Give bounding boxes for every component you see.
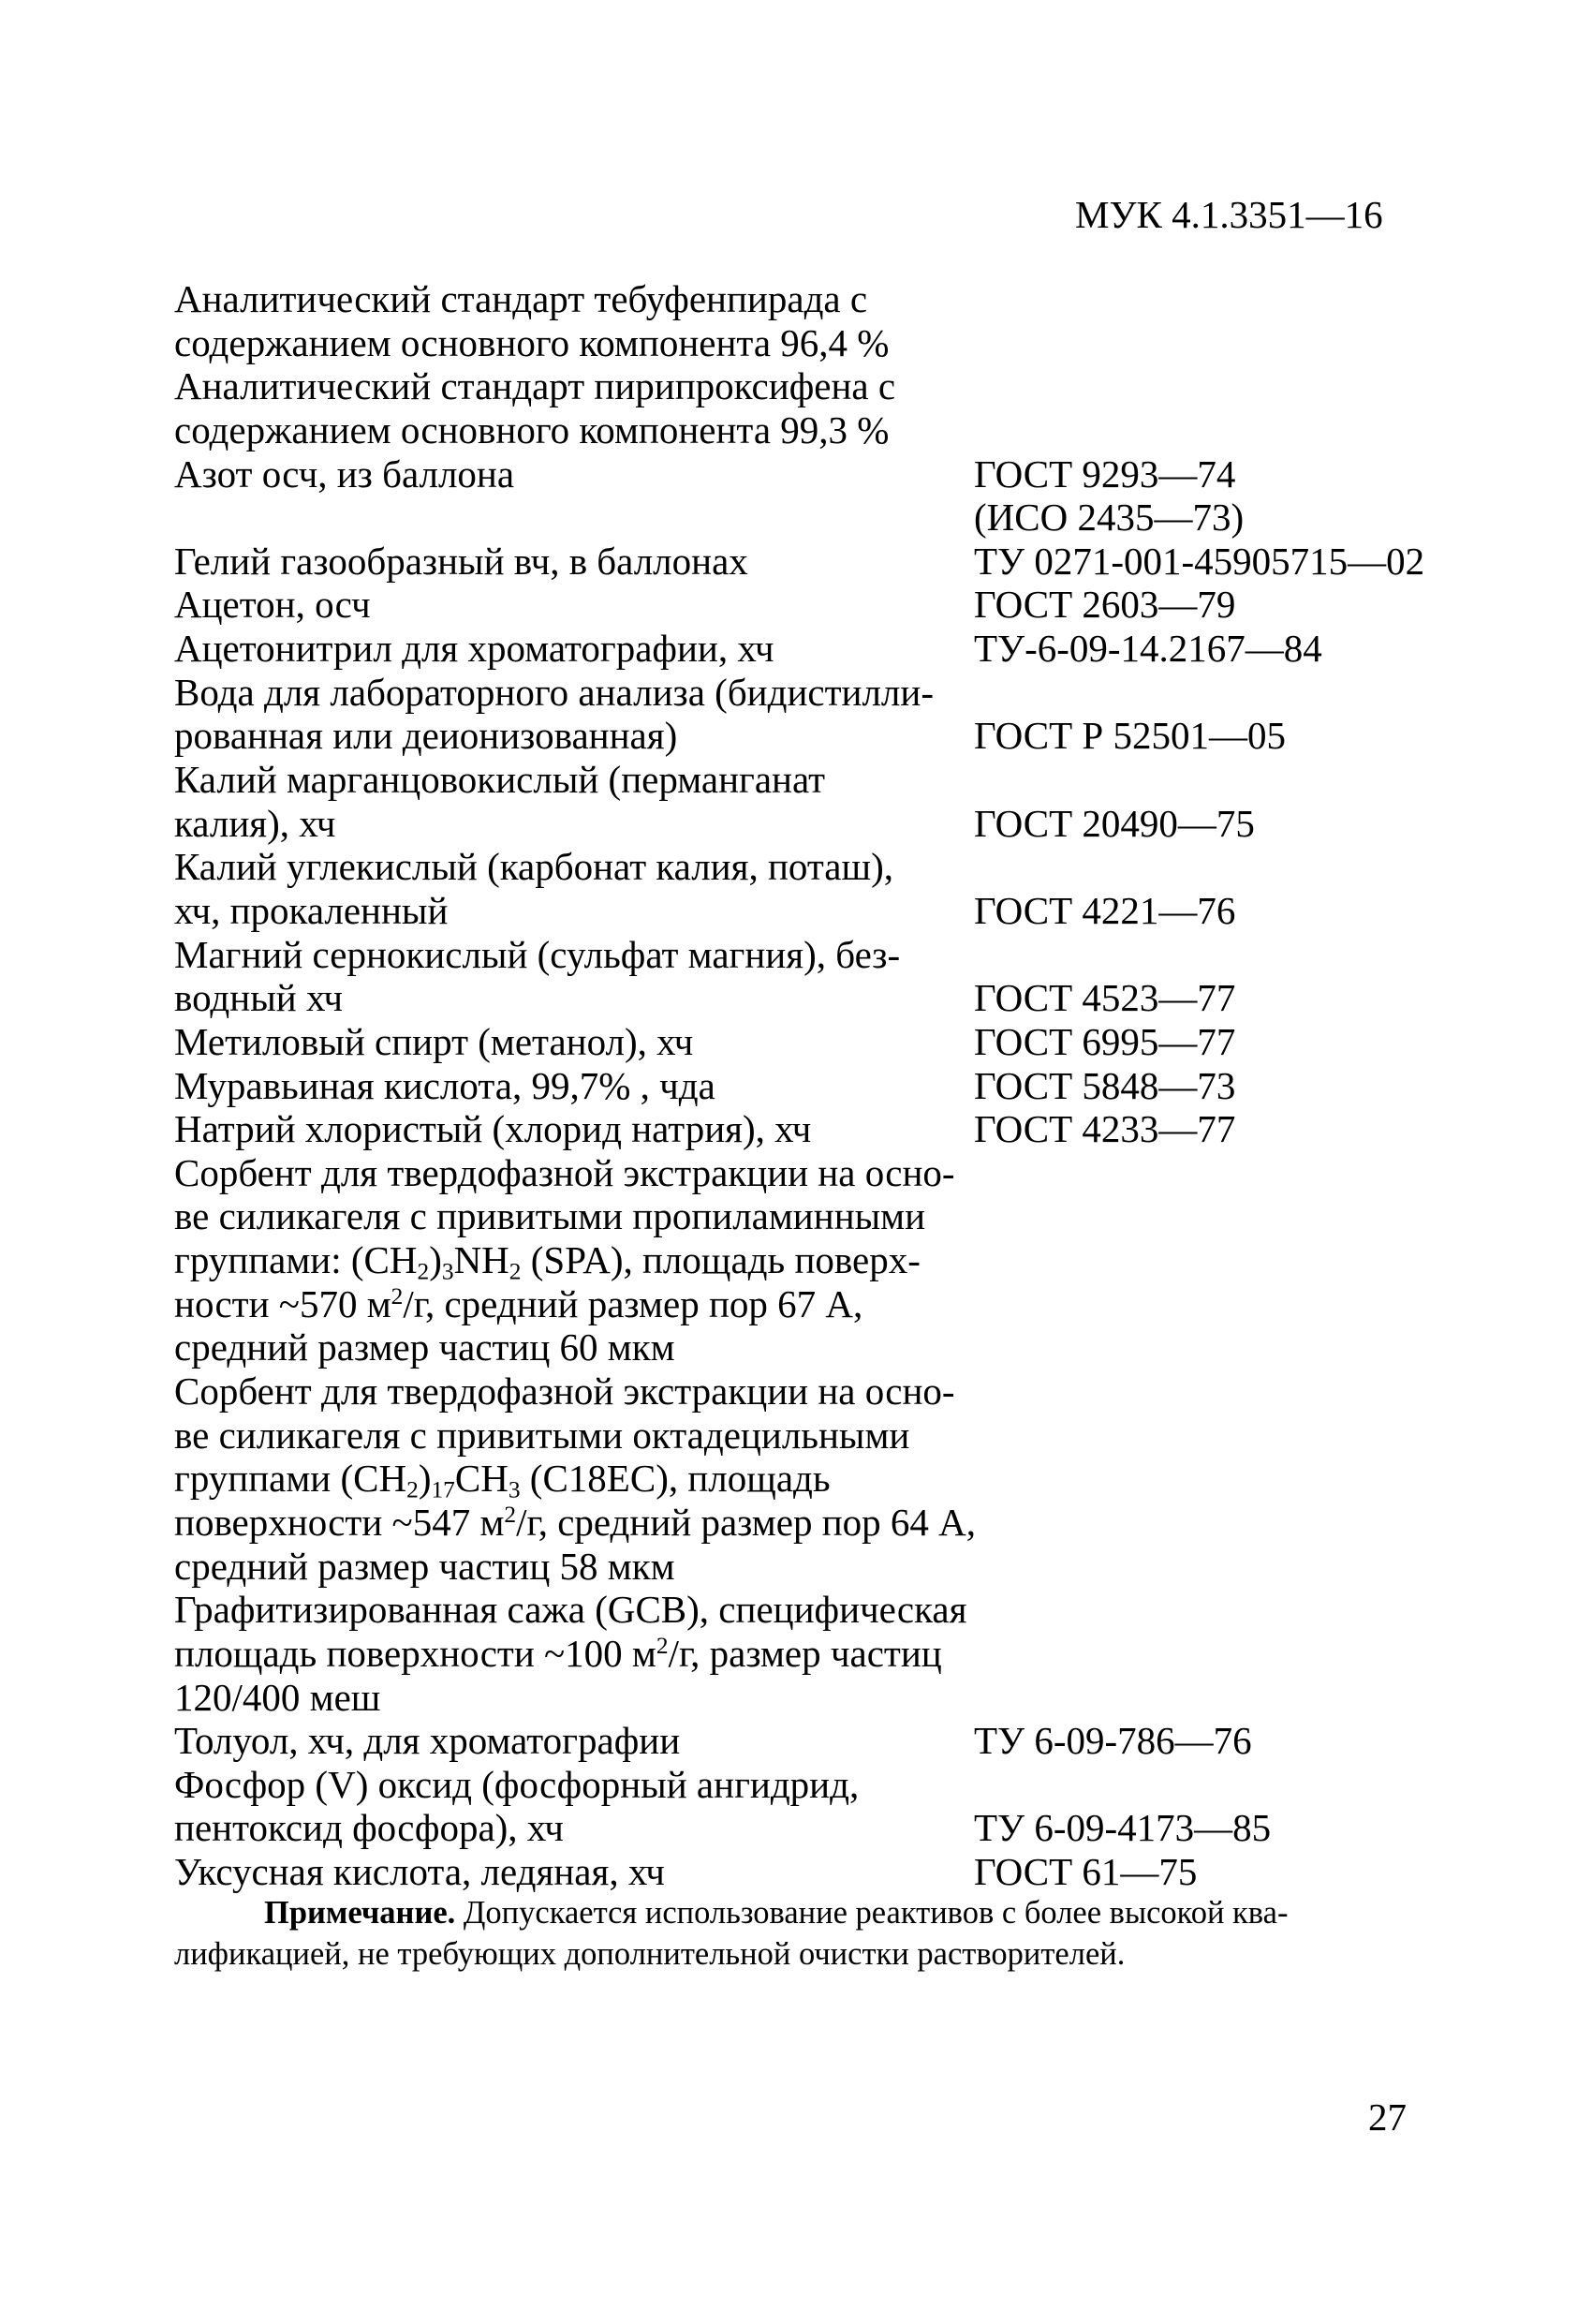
list-item xyxy=(174,540,1448,584)
list-item xyxy=(174,1719,1448,1763)
reagent-name: Муравьиная кислота, 99,7% , чда xyxy=(174,1063,715,1107)
reagent-name: Фосфор (V) оксид (фосфорный ангидрид, xyxy=(174,1762,860,1806)
spa-surface-line xyxy=(174,1282,862,1326)
list-item xyxy=(174,1414,1448,1458)
list-item xyxy=(174,408,1448,452)
reagent-standard: ГОСТ 20490—75 xyxy=(974,801,1255,845)
reagent-name: водный хч xyxy=(174,976,344,1020)
list-item xyxy=(174,671,1448,715)
reagent-standard: ТУ 0271-001-45905715—02 xyxy=(974,539,1425,583)
text-run: (C18EC), площадь xyxy=(520,1457,831,1501)
reagent-name: ве силикагеля с привитыми пропиламинными xyxy=(174,1194,926,1238)
reagent-name: содержанием основного компонента 96,4 % xyxy=(174,320,890,364)
reagent-name: Уксусная кислота, ледяная, хч xyxy=(174,1850,665,1894)
reagent-standard: ГОСТ 6995—77 xyxy=(974,1019,1236,1063)
reagent-name: Калий углекислый (карбонат калия, поташ), xyxy=(174,845,893,889)
reagent-standard: ТУ 6-09-786—76 xyxy=(974,1719,1252,1763)
reagent-standard: ГОСТ 61—75 xyxy=(974,1850,1198,1894)
list-item xyxy=(174,1763,1448,1807)
text-run: ) xyxy=(418,1457,432,1501)
reagent-name: содержанием основного компонента 99,3 % xyxy=(174,407,890,451)
reagent-standard: ГОСТ 9293—74 xyxy=(974,451,1236,496)
reagent-name: ве силикагеля с привитыми октадецильными xyxy=(174,1413,910,1457)
text-run: /г, размер частиц xyxy=(668,1631,942,1675)
reagent-name: Аналитический стандарт тебуфенпирада с xyxy=(174,277,868,320)
reagent-name: 120/400 меш xyxy=(174,1675,381,1719)
reagent-standard: ГОСТ 4233—77 xyxy=(974,1107,1236,1151)
page-number: 27 xyxy=(1368,2095,1407,2139)
list-item xyxy=(174,1588,1448,1632)
reagents-list xyxy=(174,277,1448,1894)
reagent-name: Гелий газообразный вч, в баллонах xyxy=(174,539,748,583)
list-item xyxy=(174,1020,1448,1064)
spa-formula-line xyxy=(174,1238,921,1285)
subscript: 17 xyxy=(431,1476,455,1503)
list-item xyxy=(174,627,1448,671)
list-item xyxy=(174,1632,1448,1676)
reagent-name: Ацетонитрил для хроматографии, хч xyxy=(174,627,774,671)
reagent-standard: ГОСТ Р 52501—05 xyxy=(974,714,1286,758)
document-code: МУК 4.1.3351—16 xyxy=(1075,193,1383,236)
list-item xyxy=(174,889,1448,933)
reagent-name: Сорбент для твердофазной экстракции на осно- xyxy=(174,1369,955,1414)
list-item xyxy=(174,758,1448,802)
reagent-name: Сорбент для твердофазной экстракции на осно- xyxy=(174,1150,955,1194)
superscript: 2 xyxy=(656,1632,669,1659)
list-item xyxy=(174,845,1448,889)
list-item xyxy=(174,277,1448,321)
list-item xyxy=(174,1194,1448,1238)
list-item xyxy=(174,1325,1448,1369)
list-item xyxy=(174,1369,1448,1414)
list-item xyxy=(174,321,1448,365)
list-item xyxy=(174,1064,1448,1108)
text-run: ) xyxy=(429,1238,442,1282)
list-item xyxy=(174,1806,1448,1850)
text-run: /г, средний размер пор 64 А, xyxy=(516,1500,976,1544)
reagent-name: Толуол, хч, для хроматографии xyxy=(174,1719,681,1763)
list-item xyxy=(174,364,1448,408)
list-item xyxy=(174,452,1448,496)
subscript: 2 xyxy=(417,1258,430,1285)
reagent-name: рованная или деионизованная) xyxy=(174,714,678,758)
reagent-standard: ГОСТ 4523—77 xyxy=(974,976,1236,1020)
note-paragraph xyxy=(174,1892,1415,1975)
text-run: группами: (CH xyxy=(174,1238,418,1282)
list-item xyxy=(174,714,1448,758)
text-run: (SPA), площадь поверх- xyxy=(521,1238,921,1282)
reagent-standard: ТУ-6-09-14.2167—84 xyxy=(974,627,1322,671)
c18-surface-line xyxy=(174,1501,976,1545)
list-item xyxy=(174,1107,1448,1151)
reagent-name: Вода для лабораторного анализа (бидистилли- xyxy=(174,670,934,714)
text-run: NH xyxy=(453,1238,509,1282)
reagent-name: Метиловый спирт (метанол), хч xyxy=(174,1019,694,1063)
list-item xyxy=(174,1676,1448,1720)
reagent-standard: ГОСТ 5848—73 xyxy=(974,1063,1236,1107)
reagent-standard: (ИСО 2435—73) xyxy=(974,496,1245,540)
reagent-name: Аналитический стандарт пирипроксифена с xyxy=(174,364,896,408)
subscript: 3 xyxy=(441,1258,454,1285)
reagent-name: Ацетон, осч xyxy=(174,583,371,627)
text-run: группами (CH xyxy=(174,1457,407,1501)
list-item xyxy=(174,1238,1448,1285)
reagent-standard: ТУ 6-09-4173—85 xyxy=(974,1806,1272,1850)
list-item xyxy=(174,976,1448,1020)
reagent-name: средний размер частиц 60 мкм xyxy=(174,1325,675,1369)
reagent-name: Азот осч, из баллона xyxy=(174,451,515,496)
list-item xyxy=(174,496,1448,540)
reagent-name: калия), хч xyxy=(174,801,336,845)
c18-formula-line xyxy=(174,1457,831,1501)
note-text-continued: лификацией, не требующих дополнительной очистки растворителей. xyxy=(174,1936,1126,1972)
note-label: Примечание. xyxy=(264,1895,456,1931)
list-item xyxy=(174,1457,1448,1501)
list-item xyxy=(174,1151,1448,1195)
gcb-surface-line xyxy=(174,1632,942,1676)
list-item xyxy=(174,1545,1448,1589)
reagent-name: пентоксид фосфора), хч xyxy=(174,1806,564,1850)
reagent-name: средний размер частиц 58 мкм xyxy=(174,1544,675,1588)
reagent-name: хч, прокаленный xyxy=(174,888,449,932)
text-run: площадь поверхности ~100 м xyxy=(174,1631,656,1675)
text-run: /г, средний размер пор 67 А, xyxy=(403,1281,863,1325)
text-run: CH xyxy=(454,1457,509,1501)
reagent-standard: ГОСТ 4221—76 xyxy=(974,888,1236,932)
text-run: ности ~570 м xyxy=(174,1281,391,1325)
subscript: 3 xyxy=(508,1476,521,1503)
reagent-name: Графитизированная сажа (GCB), специфическая xyxy=(174,1588,967,1632)
list-item xyxy=(174,933,1448,977)
subscript: 2 xyxy=(509,1258,522,1285)
list-item xyxy=(174,583,1448,627)
reagent-name: Калий марганцовокислый (перманганат xyxy=(174,758,826,802)
note-text: Допускается использование реактивов с более высокой ква- xyxy=(455,1895,1289,1931)
superscript: 2 xyxy=(391,1282,404,1310)
subscript: 2 xyxy=(406,1476,419,1503)
reagent-name: Магний сернокислый (сульфат магния), без- xyxy=(174,932,901,976)
text-run: поверхности ~547 м xyxy=(174,1500,505,1544)
reagent-name: Натрий хлористый (хлорид натрия), хч xyxy=(174,1107,812,1151)
list-item xyxy=(174,1501,1448,1545)
list-item xyxy=(174,1850,1448,1894)
list-item xyxy=(174,1282,1448,1326)
reagent-standard: ГОСТ 2603—79 xyxy=(974,583,1236,627)
list-item xyxy=(174,802,1448,846)
superscript: 2 xyxy=(504,1501,517,1528)
